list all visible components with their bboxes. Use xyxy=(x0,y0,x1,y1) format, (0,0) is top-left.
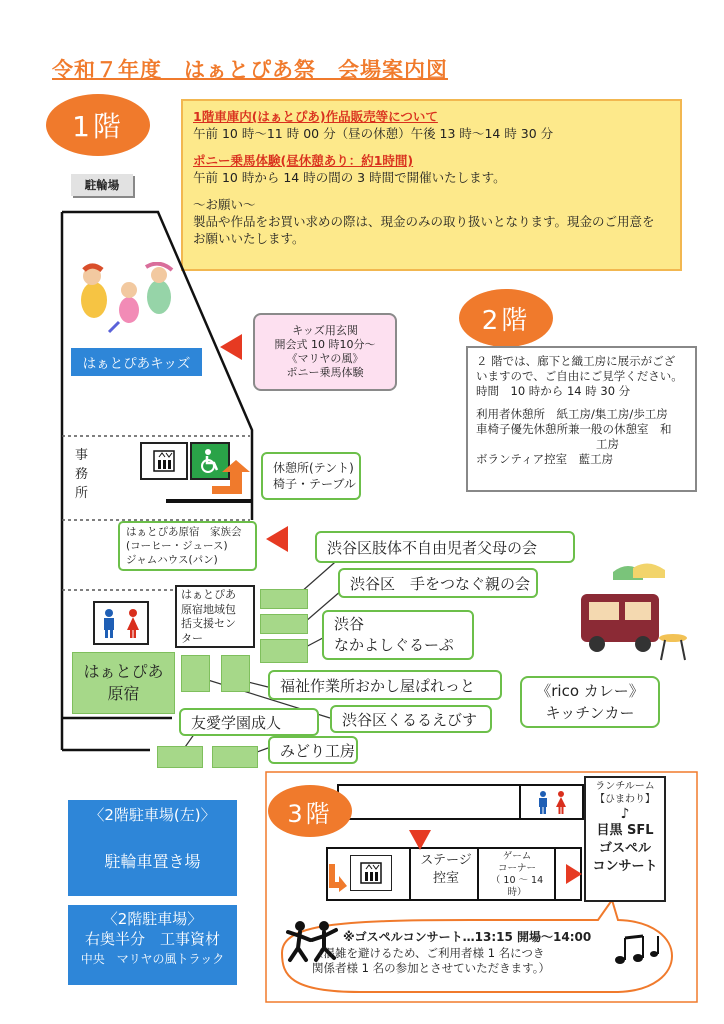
music-notes-icon xyxy=(612,930,662,972)
kitchen-car-line2: キッチンカー xyxy=(545,704,635,722)
booth-block xyxy=(260,639,308,663)
floor3-direction-arrow-icon xyxy=(327,862,349,892)
harajuku-area-line2: 原宿 xyxy=(107,684,140,703)
booth-label-line1: 渋谷 xyxy=(334,615,365,633)
info-request-title: ～お願い～ xyxy=(193,197,256,212)
booth-pointer-icon xyxy=(266,526,288,552)
support-center-line3: 括支援セン xyxy=(181,617,236,630)
game-corner-line2: コーナー xyxy=(497,863,536,874)
booth-block xyxy=(181,655,210,692)
info-pony-hours: 午前 10 時から 14 時の間の 3 時間で開催いたします。 xyxy=(193,170,506,185)
kitchen-car-illustration xyxy=(573,560,691,666)
floor3-stage-pointer-icon xyxy=(409,830,431,850)
game-corner-line1: ゲーム xyxy=(502,851,532,862)
kids-entrance-box xyxy=(253,313,397,391)
booth-block xyxy=(260,614,308,634)
lunch-room-line4: ゴスペル xyxy=(598,841,651,856)
info-heading-pony: ポニー乗馬体験(昼休憩あり：約1時間) xyxy=(193,153,414,168)
office-label: 事務所 xyxy=(75,448,89,501)
floor2-info-line4: 利用者休憩所 紙工房/集工房/歩工房 xyxy=(476,407,668,421)
support-center-line2: 原宿地域包 xyxy=(181,602,236,616)
lunch-room-line1: ランチルーム xyxy=(595,781,655,792)
support-center-line4: ター xyxy=(181,631,203,645)
rest-area-line2: 椅子・テーブル xyxy=(273,477,356,491)
parking-left-sub: 駐輪車置き場 xyxy=(104,852,201,871)
floor1-badge: 1階 xyxy=(46,94,150,156)
parking-right-line1: 右奥半分 工事資材 xyxy=(84,930,220,948)
lunch-room-box xyxy=(584,776,666,902)
gospel-notice xyxy=(312,946,612,976)
direction-arrow-icon xyxy=(208,458,252,498)
harajuku-family-box xyxy=(118,521,257,571)
booth-label: 友愛学園成人 xyxy=(179,708,319,736)
floor2-info-box xyxy=(466,346,697,492)
kitchen-car-line1: 《rico カレー》 xyxy=(536,682,644,700)
parking-right-title: 〈2階駐車場〉 xyxy=(102,910,203,928)
lunch-room-line2: 【ひまわり】 xyxy=(595,794,655,805)
harajuku-family-line1: はぁとぴあ原宿 家族会 xyxy=(126,526,242,538)
booth-label: 福祉作業所おかし屋ぱれっと xyxy=(268,670,502,700)
booth-label-nakayoshi xyxy=(322,610,474,660)
game-corner-line4: 時） xyxy=(507,887,527,898)
gospel-concert-note xyxy=(343,930,613,945)
gospel-line3: 関係者様 1 名の参加とさせていただきます。） xyxy=(312,961,550,975)
booth-label-line2: なかよしぐるーぷ xyxy=(334,636,454,654)
kids-area-label: はぁとぴあキッズ xyxy=(71,348,202,376)
booth-block xyxy=(157,746,203,768)
booth-label: 渋谷区 手をつなぐ親の会 xyxy=(338,568,538,598)
rest-area-line1: 休憩所(テント) xyxy=(273,461,354,475)
kids-entrance-line4: ポニー乗馬体験 xyxy=(286,366,364,379)
info-request-line1: 製品や作品をお買い求めの際は、現金のみの取り扱いとなります。現金のご用意を xyxy=(193,214,655,229)
floor2-info-line5: 車椅子優先休憩所兼一般の休憩室 和 xyxy=(476,422,672,436)
booth-label: 渋谷区肢体不自由児者父母の会 xyxy=(315,531,575,563)
gospel-line1: ※ゴスペルコンサート…13:15 開場～14:00 xyxy=(343,930,592,944)
floor2-info-line2: いますので、ご自由にご見学ください。 xyxy=(476,369,683,383)
harajuku-family-line3: ジャムハウス(パン) xyxy=(126,554,218,566)
lunch-pointer-icon xyxy=(566,864,582,884)
bicycle-parking-label: 駐輪場 xyxy=(71,174,133,196)
stage-room-label xyxy=(416,852,476,896)
parking-left-panel xyxy=(68,800,237,896)
lunch-room-line5: コンサート xyxy=(592,859,658,874)
floor2-info-line6: 工房 xyxy=(596,437,619,451)
children-illustration xyxy=(74,262,179,334)
game-corner-label xyxy=(481,851,553,899)
floor2-badge: 2階 xyxy=(459,289,553,347)
info-heading-sales: 1階車庫内(はぁとぴあ)作品販売等について xyxy=(193,109,438,124)
booth-label: 渋谷区くるるえびす xyxy=(330,705,492,733)
floor3-badge: 3階 xyxy=(268,785,352,837)
floor2-info-line7: ボランティア控室 藍工房 xyxy=(476,452,614,466)
kids-entrance-line3: 《マリヤの風》 xyxy=(286,352,364,365)
stage-room-line1: ステージ xyxy=(420,853,472,868)
parking-right-panel xyxy=(68,905,237,985)
booth-block xyxy=(212,746,258,768)
elevator-icon xyxy=(140,442,188,480)
booth-block xyxy=(221,655,250,692)
booth-label: みどり工房 xyxy=(268,736,358,764)
booth-block xyxy=(260,589,308,609)
rest-area-box xyxy=(261,452,361,500)
info-sales-hours: 午前 10 時～11 時 00 分（昼の休憩）午後 13 時～14 時 30 分 xyxy=(193,126,554,141)
kids-entrance-line1: キッズ用玄関 xyxy=(292,324,358,337)
harajuku-family-line2: (コーヒー・ジュース) xyxy=(126,540,228,552)
parking-right-line2: 中央 マリヤの風トラック xyxy=(80,952,225,966)
lunch-room-line3: 目黒 SFL xyxy=(596,823,654,838)
parking-left-title: 〈2階駐車場(左)〉 xyxy=(89,806,216,824)
floor2-info-line3: 時間 10 時から 14 時 30 分 xyxy=(476,384,631,398)
page-title: 令和７年度 はぁとぴあ祭 会場案内図 xyxy=(52,58,448,82)
kitchen-car-box xyxy=(520,676,660,728)
support-center-line1: はぁとぴあ xyxy=(181,588,236,601)
floor2-info-line1: ２ 階では、廊下と織工房に展示がござ xyxy=(476,354,676,368)
support-center-box xyxy=(175,585,255,648)
game-corner-line3: （ 10 ～ 14 xyxy=(490,875,544,886)
info-request-line2: お願いいたします。 xyxy=(193,231,305,246)
floor3-restroom-icon xyxy=(532,788,572,816)
harajuku-area xyxy=(72,652,175,714)
kids-entrance-line2: 開会式 10 時10分～ xyxy=(274,338,376,351)
stage-room-line2: 控室 xyxy=(432,871,459,886)
restroom-icon xyxy=(93,601,149,645)
entrance-pointer-icon xyxy=(220,334,242,360)
gospel-line2: （混雑を避けるため、ご利用者様 1 名につき xyxy=(312,946,545,960)
harajuku-area-line1: はぁとぴあ xyxy=(83,662,164,681)
floor3-elevator-icon xyxy=(350,855,392,891)
music-note-icon: ♪ xyxy=(620,806,630,822)
